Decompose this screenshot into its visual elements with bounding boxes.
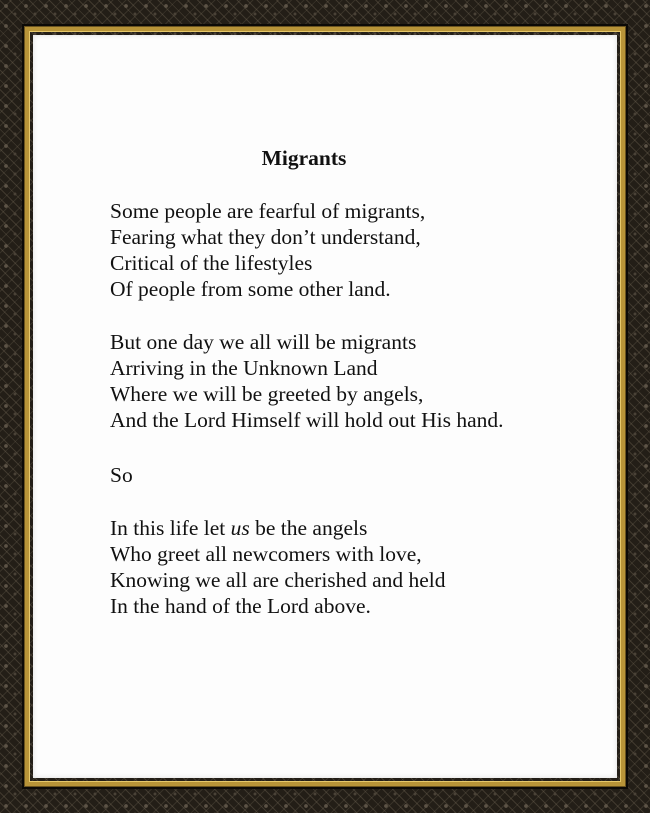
stanza-2	[110, 329, 504, 433]
poem-line: Critical of the lifestyles	[110, 251, 313, 275]
poem-line: Knowing we all are cherished and held	[110, 568, 446, 592]
poem-line: But one day we all will be migrants	[110, 330, 417, 354]
stanza-3	[110, 462, 133, 488]
poem-line: In the hand of the Lord above.	[110, 594, 371, 618]
poem-line: Where we will be greeted by angels,	[110, 382, 424, 406]
poem-line: Fearing what they don’t understand,	[110, 225, 421, 249]
poem-line: Of people from some other land.	[110, 277, 391, 301]
poem-line: And the Lord Himself will hold out His hand.	[110, 408, 504, 432]
poem-title: Migrants	[261, 146, 347, 170]
stanza-1	[110, 198, 425, 302]
poem-line: Who greet all newcomers with love,	[110, 542, 422, 566]
line-text: In this life let	[110, 516, 231, 540]
poem-line	[110, 515, 446, 541]
line-text: be the angels	[249, 516, 368, 540]
poem-line: Some people are fearful of migrants,	[110, 199, 426, 223]
emphasized-word: us	[230, 516, 250, 540]
poem-line: Arriving in the Unknown Land	[110, 356, 378, 380]
stanza-4	[110, 515, 446, 619]
poem-line: So	[110, 463, 133, 487]
